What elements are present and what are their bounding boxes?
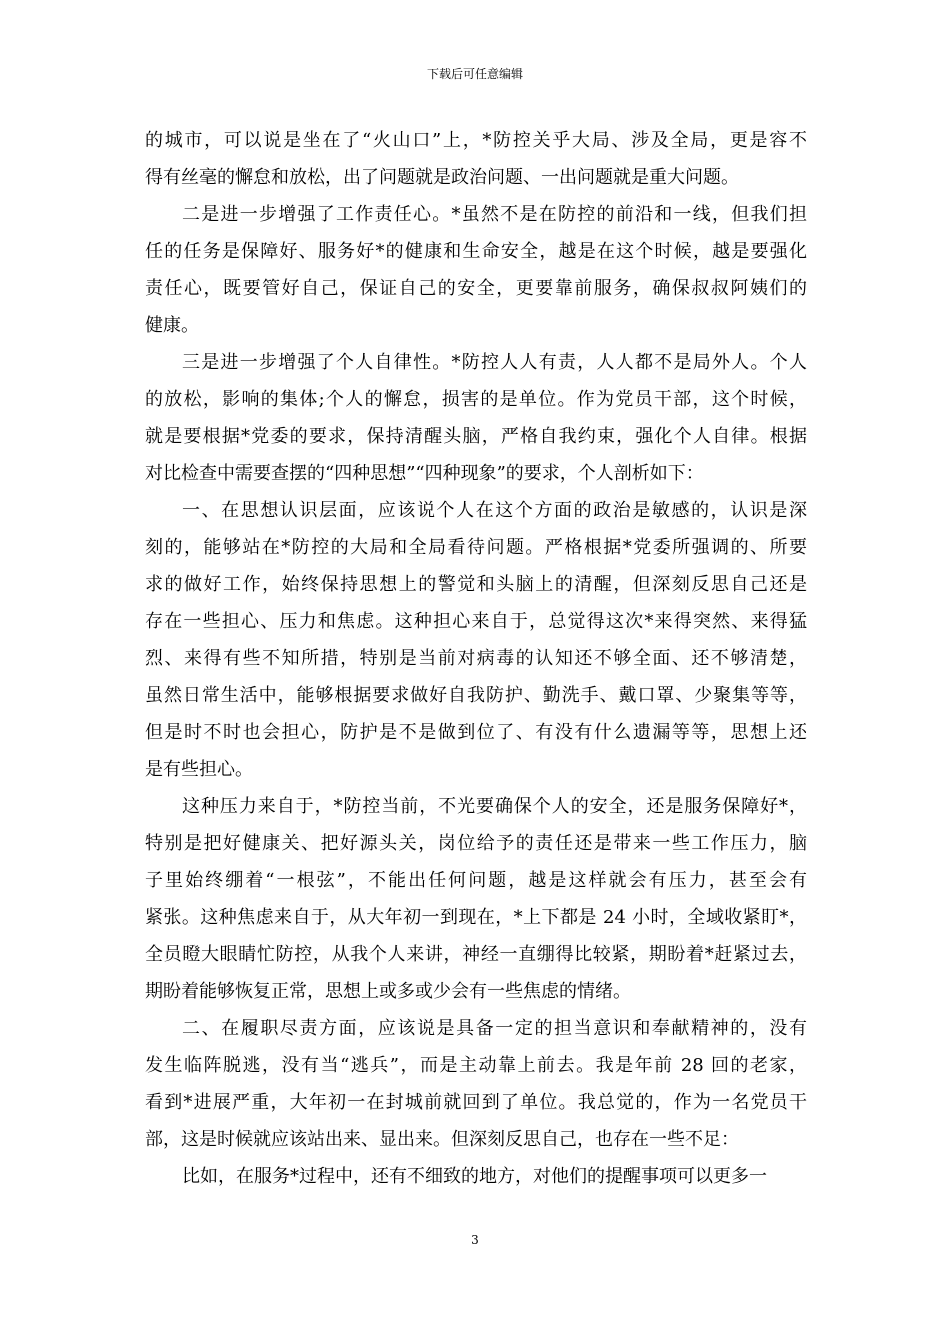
text-line: 就是要根据*党委的要求，保持清醒头脑，严格自我约束，强化个人自律。根据	[145, 426, 807, 447]
page-header: 下载后可任意编辑	[426, 67, 523, 81]
text-line: 责任心，既要管好自己，保证自己的安全，更要靠前服务，确保叔叔阿姨们的	[145, 278, 807, 299]
text-line: 二是进一步增强了工作责任心。*虽然不是在防控的前沿和一线，但我们担	[182, 204, 807, 225]
text-line: 三是进一步增强了个人自律性。*防控人人有责，人人都不是局外人。个人	[182, 352, 807, 373]
text-line: 比如，在服务*过程中，还有不细致的地方，对他们的提醒事项可以更多一	[182, 1166, 767, 1187]
text-line: 期盼着能够恢复正常，思想上或多或少会有一些焦虑的情绪。	[145, 981, 631, 1002]
text-line: 二、在履职尽责方面，应该说是具备一定的担当意识和奉献精神的，没有	[182, 1018, 807, 1039]
text-line: 健康。	[145, 315, 199, 336]
text-line: 虽然日常生活中，能够根据要求做好自我防护、勤洗手、戴口罩、少聚集等等，	[145, 685, 807, 706]
text-line: 刻的，能够站在*防控的大局和全局看待问题。严格根据*党委所强调的、所要	[145, 537, 807, 558]
text-line: 存在一些担心、压力和焦虑。这种担心来自于，总觉得这次*来得突然、来得猛	[145, 611, 807, 632]
text-line: 全员瞪大眼睛忙防控，从我个人来讲，神经一直绷得比较紧，期盼着*赶紧过去，	[145, 944, 807, 965]
text-line: 这种压力来自于，*防控当前，不光要确保个人的安全，还是服务保障好*，	[182, 796, 807, 817]
text-line: 的城市，可以说是坐在了“火山口”上，*防控关乎大局、涉及全局，更是容不	[145, 130, 807, 151]
text-line: 但是时不时也会担心，防护是不是做到位了、有没有什么遗漏等等，思想上还	[145, 722, 807, 743]
text-line: 紧张。这种焦虑来自于，从大年初一到现在，*上下都是 24 小时，全域收紧盯*，	[145, 907, 807, 928]
text-line: 对比检查中需要查摆的“四种思想”“四种现象”的要求，个人剖析如下：	[145, 463, 704, 484]
text-line: 部，这是时候就应该站出来、显出来。但深刻反思自己，也存在一些不足：	[145, 1129, 739, 1150]
page-number: 3	[471, 1233, 479, 1247]
text-line: 子里始终绷着“一根弦”，不能出任何问题，越是这样就会有压力，甚至会有	[145, 870, 807, 891]
text-line: 的放松，影响的集体;个人的懈怠，损害的是单位。作为党员干部，这个时候，	[145, 389, 807, 410]
text-line: 求的做好工作，始终保持思想上的警觉和头脑上的清醒，但深刻反思自己还是	[145, 574, 807, 595]
text-line: 是有些担心。	[145, 759, 253, 780]
text-line: 一、在思想认识层面，应该说个人在这个方面的政治是敏感的，认识是深	[182, 500, 807, 521]
text-line: 烈、来得有些不知所措，特别是当前对病毒的认知还不够全面、还不够清楚，	[145, 648, 807, 669]
text-line: 看到*进展严重，大年初一在封城前就回到了单位。我总觉的，作为一名党员干	[145, 1092, 807, 1113]
document-body	[145, 122, 807, 1195]
text-line: 任的任务是保障好、服务好*的健康和生命安全，越是在这个时候，越是要强化	[145, 241, 807, 262]
text-line: 特别是把好健康关、把好源头关，岗位给予的责任还是带来一些工作压力，脑	[145, 833, 807, 854]
text-line: 发生临阵脱逃，没有当“逃兵”，而是主动靠上前去。我是年前 28 回的老家，	[145, 1055, 807, 1076]
text-line: 得有丝毫的懈怠和放松，出了问题就是政治问题、一出问题就是重大问题。	[145, 167, 739, 188]
